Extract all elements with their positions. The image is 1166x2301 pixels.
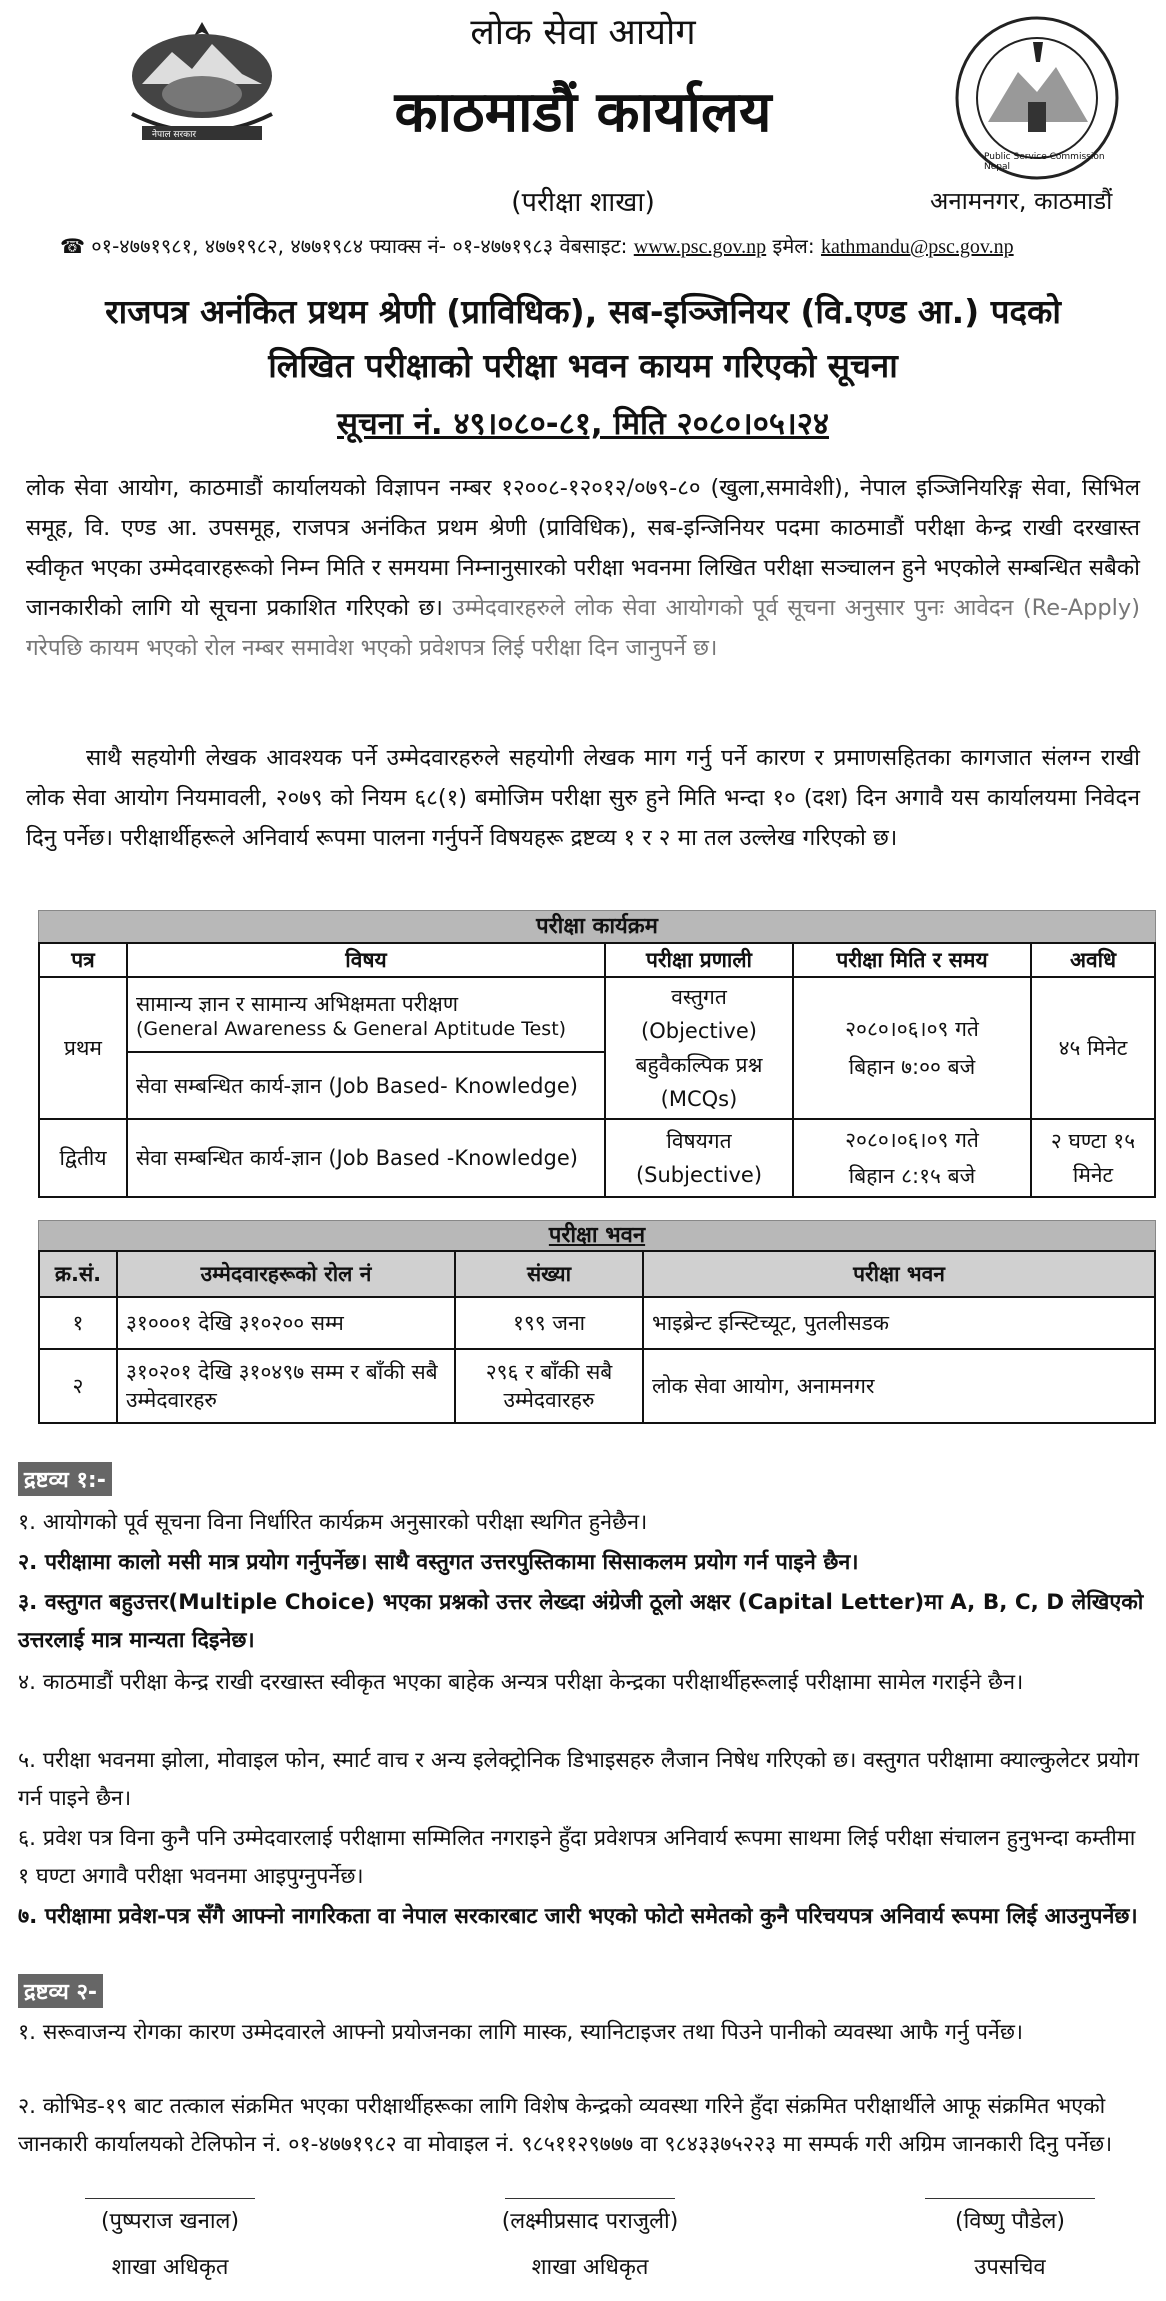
notes1-item-5: ५. परीक्षा भवनमा झोला, मोवाइल फोन, स्मार्ट वाच र अन्य इलेक्ट्रोनिक डिभाइसहरु लैजान निषेध गरिएको छ। वस्तुगत परीक्षामा क्याल्कुलेटर प्रयोग गर्न पाइने छैन।	[18, 1748, 1139, 1811]
row1-subject-a-np: सामान्य ज्ञान र सामान्य अभिक्षमता परीक्षण	[136, 991, 458, 1016]
contact-phone: ☎ ०१-४७७१९८१, ४७७१९८२, ४७७१९८४ फ्याक्स नं- ०१-४७७१९८३ वेबसाइट:	[60, 234, 628, 258]
signatory-title: उपसचिव	[974, 2255, 1046, 2280]
venue-table	[38, 1250, 1156, 1424]
notice-title-line1: राजपत्र अनंकित प्रथम श्रेणी (प्राविधिक), सब-इञ्जिनियर (वि.एण्ड आ.) पदको	[105, 292, 1061, 331]
venue-row1-roll: ३१०००१ देखि ३१०२०० सम्म	[117, 1297, 455, 1349]
notice-paragraph-1	[26, 468, 1140, 668]
row1-paper: प्रथम	[39, 977, 127, 1119]
schedule-header-row	[39, 943, 1155, 977]
header-duration: अवधि	[1031, 943, 1155, 977]
header-paper: पत्र	[39, 943, 127, 977]
row2-date: २०८०।०६।०९ गते	[845, 1128, 979, 1152]
row2-subject: सेवा सम्बन्धित कार्य-ज्ञान (Job Based -Knowledge)	[127, 1119, 605, 1197]
website-link[interactable]: www.psc.gov.np	[633, 236, 767, 258]
signatory-title: शाखा अधिकृत	[531, 2255, 649, 2280]
email-link[interactable]: kathmandu@psc.gov.np	[820, 236, 1014, 258]
notes2-item-2: २. कोभिड-१९ बाट तत्काल संक्रमित भएका परीक्षार्थीहरूका लागि विशेष केन्द्रको व्यवस्था गरिने हुँदा संक्रमित परीक्षार्थीले आफू संक्रमित भएको जानकारी कार्यालयको टेलिफोन नं. ०१-४७७१९८२ वा मोवाइल नं. ९८५११२९७७७ वा ९८४३३७५२२३ मा सम्पर्क गरी अग्रिम जानकारी दिनु पर्नेछ।	[18, 2094, 1113, 2157]
venue-row1-hall: भाइब्रेन्ट इन्स्टिच्यूट, पुतलीसडक	[643, 1297, 1155, 1349]
row1-subject-a-en: (General Awareness & General Aptitude Test)	[136, 1017, 567, 1040]
row1-date: २०८०।०६।०९ गते	[845, 1017, 979, 1041]
schedule-row-first	[39, 977, 1155, 1052]
venue-row1-sn: १	[39, 1297, 117, 1349]
signatory-title: शाखा अधिकृत	[111, 2255, 229, 2280]
paragraph-1-reapply-note: उम्मेदवारहरुले लोक सेवा आयोगको पूर्व सूचना अनुसार पुनः आवेदन (Re-Apply) गरेपछि कायम भएको रोल नम्बर समावेश भएको प्रवेशपत्र लिई परीक्षा दिन जानुपर्ने छ।	[26, 595, 1141, 661]
venue-row1-count: १९९ जना	[455, 1297, 643, 1349]
notice-number: सूचना नं. ४९।०८०-८१, मिति २०८०।०५।२४	[337, 406, 829, 442]
notes1-item-6: ६. प्रवेश पत्र विना कुनै पनि उम्मेदवारलाई परीक्षामा सम्मिलित नगराइने हुँदा प्रवेशपत्र अनिवार्य रूपमा साथमा लिई परीक्षा संचालन हुनुभन्दा कम्तीमा १ घण्टा अगावै परीक्षा भवनमा आइपुग्नुपर्नेछ।	[18, 1826, 1136, 1889]
notes2-heading: द्रष्टव्य २-	[18, 1974, 103, 2008]
signature-block-1	[40, 2198, 300, 2291]
row1-subject-b: सेवा सम्बन्धित कार्य-ज्ञान (Job Based- Knowledge)	[127, 1052, 605, 1119]
venue-header-row	[39, 1251, 1155, 1297]
notes2-item-1: १. सरूवाजन्य रोगका कारण उम्मेदवारले आफ्नो प्रयोजनका लागि मास्क, स्यानिटाइजर तथा पिउने पानीको व्यवस्था आफै गर्नु पर्नेछ।	[18, 2020, 1024, 2045]
emblem-text: नेपाल सरकार	[152, 130, 197, 140]
row2-datetime	[793, 1119, 1031, 1197]
row1-time: बिहान ७:०० बजे	[848, 1055, 976, 1079]
signatory-name: (विष्णु पौडेल)	[955, 2209, 1065, 2234]
notice-title-line2: लिखित परीक्षाको परीक्षा भवन कायम गरिएको सूचना	[268, 346, 898, 385]
email-label: इमेल:	[772, 234, 815, 258]
header-system: परीक्षा प्रणाली	[605, 943, 793, 977]
notes1-item-2: २. परीक्षामा कालो मसी मात्र प्रयोग गर्नुपर्नेछ। साथै वस्तुगत उत्तरपुस्तिकामा सिसाकलम प्रयोग गर्न पाइने छैन।	[18, 1550, 859, 1575]
notes1-item-1: १. आयोगको पूर्व सूचना विना निर्धारित कार्यक्रम अनुसारको परीक्षा स्थगित हुनेछैन।	[18, 1510, 648, 1535]
row1-datetime	[793, 977, 1031, 1119]
signatory-name: (लक्ष्मीप्रसाद पराजुली)	[501, 2209, 679, 2234]
notes1-item-4: ४. काठमाडौं परीक्षा केन्द्र राखी दरखास्त स्वीकृत भएका बाहेक अन्यत्र परीक्षा केन्द्रका परीक्षार्थीहरूलाई परीक्षामा सामेल गराईने छैन।	[18, 1670, 1024, 1695]
venue-header-roll: उम्मेदवारहरूको रोल नं	[117, 1251, 455, 1297]
seal-text: Public Service Commission Nepal	[984, 152, 1105, 172]
row2-system: विषयगत (Subjective)	[605, 1119, 793, 1197]
venue-row2-roll: ३१०२०१ देखि ३१०४९७ सम्म र बाँकी सबै उम्मेदवारहरु	[117, 1349, 455, 1423]
notes1-item-3: ३. वस्तुगत बहुउत्तर(Multiple Choice) भएका प्रश्नको उत्तर लेख्दा अंग्रेजी ठूलो अक्षर (Capital Letter)मा A, B, C, D लेखिएको उत्तरलाई मात्र मान्यता दिइनेछ।	[18, 1590, 1144, 1653]
office-name: काठमाडौं कार्यालय	[394, 80, 772, 145]
header-subject: विषय	[127, 943, 605, 977]
venue-row2-count: २९६ र बाँकी सबै उम्मेदवारहरु	[455, 1349, 643, 1423]
venue-header-sn: क्र.सं.	[39, 1251, 117, 1297]
schedule-caption: परीक्षा कार्यक्रम	[38, 910, 1156, 944]
venue-header-hall: परीक्षा भवन	[643, 1251, 1155, 1297]
venue-row	[39, 1349, 1155, 1423]
row2-time: बिहान ८:१५ बजे	[848, 1164, 976, 1188]
signatory-name: (पुष्पराज खनाल)	[100, 2209, 240, 2234]
venue-row2-sn: २	[39, 1349, 117, 1423]
schedule-row-second	[39, 1119, 1155, 1197]
psc-seal	[948, 12, 1126, 184]
paragraph-1-main: लोक सेवा आयोग, काठमाडौं कार्यालयको विज्ञापन नम्बर १२००८-१२०१२/०७९-८० (खुला,समावेशी), नेपाल इञ्जिनियरिङ्ग सेवा, सिभिल समूह, वि. एण्ड आ. उपसमूह, राजपत्र अनंकित प्रथम श्रेणी (प्राविधिक), सब-इन्जिनियर पदमा काठमाडौं परीक्षा केन्द्र राखी दरखास्त स्वीकृत भएका उम्मेदवारहरूको निम्न मिति र समयमा निम्नानुसारको परीक्षा भवनमा लिखित परीक्षा सञ्चालन हुने भएकोले सम्बन्धित सबैको जानकारीको लागि यो सूचना प्रकाशित गरिएको छ।	[26, 475, 1140, 621]
schedule-table	[38, 942, 1156, 1198]
signature-block-2	[460, 2198, 720, 2291]
row1-system: वस्तुगत (Objective) बहुवैकल्पिक प्रश्न (MCQs)	[605, 977, 793, 1119]
header-datetime: परीक्षा मिति र समय	[793, 943, 1031, 977]
venue-row	[39, 1297, 1155, 1349]
notes1-item-7: ७. परीक्षामा प्रवेश-पत्र सँगै आफ्नो नागरिकता वा नेपाल सरकारबाट जारी भएको फोटो समेतको कुनै परिचयपत्र अनिवार्य रूपमा लिई आउनुपर्नेछ।	[18, 1904, 1138, 1929]
nepal-government-emblem	[112, 14, 292, 164]
commission-name: लोक सेवा आयोग	[470, 12, 696, 53]
row2-duration: २ घण्टा १५ मिनेट	[1031, 1119, 1155, 1197]
venue-row2-hall: लोक सेवा आयोग, अनामनगर	[643, 1349, 1155, 1423]
venue-caption-text: परीक्षा भवन	[548, 1223, 646, 1248]
notice-paragraph-2: साथै सहयोगी लेखक आवश्यक पर्ने उम्मेदवारहरुले सहयोगी लेखक माग गर्नु पर्ने कारण र प्रमाणसहितका कागजात संलग्न राखी लोक सेवा आयोग नियमावली, २०७९ को नियम ६८(१) बमोजिम परीक्षा सुरु हुने मिति भन्दा १० (दश) दिन अगावै यस कार्यालयमा निवेदन दिनु पर्नेछ। परीक्षार्थीहरूले अनिवार्य रूपमा पालना गर्नुपर्ने विषयहरू द्रष्टव्य १ र २ मा तल उल्लेख गरिएको छ।	[26, 745, 1140, 851]
row1-duration: ४५ मिनेट	[1031, 977, 1155, 1119]
venue-header-count: संख्या	[455, 1251, 643, 1297]
branch-name: (परीक्षा शाखा)	[511, 187, 655, 218]
contact-line	[60, 232, 1160, 259]
venue-caption	[38, 1220, 1156, 1252]
row1-subject-a	[127, 977, 605, 1052]
office-address: अनामनगर, काठमाडौं	[930, 187, 1113, 215]
notes1-heading: द्रष्टव्य १:-	[18, 1462, 112, 1496]
signature-block-3	[880, 2198, 1140, 2291]
row2-paper: द्वितीय	[39, 1119, 127, 1197]
